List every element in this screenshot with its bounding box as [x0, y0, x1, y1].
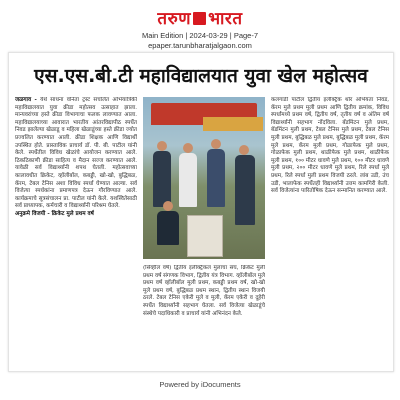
- photo-person: [153, 151, 171, 207]
- photo-person-head: [157, 141, 167, 151]
- masthead: [0, 4, 400, 50]
- powered-by-footer[interactable]: Powered by iDocuments: [159, 380, 241, 389]
- photo-person-head: [239, 145, 249, 155]
- logo-square-icon: [193, 12, 206, 25]
- photo-person-head: [163, 201, 173, 211]
- newspaper-logo[interactable]: [157, 8, 242, 30]
- photo-banner-shape: [203, 117, 263, 131]
- photo-person-head: [211, 139, 221, 149]
- photo-person: [179, 153, 197, 207]
- article-photo: [143, 97, 265, 259]
- dateline: जळगाव -: [15, 97, 37, 103]
- logo-text-a: तरुण: [157, 9, 192, 29]
- article-headline: एस.एस.बी.टी महाविद्यालयात युवा खेल महोत्सव: [34, 65, 368, 87]
- article-column-left: [15, 97, 137, 367]
- article-column-middle: [143, 265, 265, 367]
- photo-person: [235, 155, 255, 225]
- photo-torch-stand: [187, 215, 223, 257]
- photo-person-head: [183, 143, 193, 153]
- article-body-right: कलगाडी पाटील द्वितीय इलेक्ट्रिक थोर अभियंता निवड, कॅरम मुले प्रथम मुली प्रथम आणि द्वितीय क्रमांक, विविध स्पर्धांमध्ये प्रथम वर्ष, द्वितीय वर्ष, तृतीय वर्ष व अंतिम वर्ष विद्यार्थ्यांनी सहभाग नोंदविला. बॅडमिंटन मुले प्रथम, बॅडमिंटन मुली प्रथम, टेबल टेनिस मुले प्रथम, टेबल टेनिस मुली प्रथम, बुद्धिबळ मुले प्रथम, बुद्धिबळ मुली प्रथम, कॅरम मुले प्रथम, कॅरम मुली प्रथम, गोळाफेक मुले प्रथम, गोळाफेक मुली प्रथम, थाळीफेक मुले प्रथम, थाळीफेक मुली प्रथम, १०० मीटर धावणे मुले प्रथम, १०० मीटर धावणे मुली प्रथम, २०० मीटर धावणे मुले प्रथम, रिले स्पर्धा मुले प्रथम, रिले स्पर्धा मुली प्रथम विजयी ठरले. लांब उडी, उंच उडी, भालाफेक स्पर्धेतही विद्यार्थ्यांनी उत्तम कामगिरी केली. सर्व विजेत्यांना पारितोषिक देऊन सन्मानित करण्यात आले.: [271, 97, 389, 195]
- article-body-middle: (सिव्हील वर्ष) द्वितीय इलेक्ट्रिकल मुलांचा संघ, क्रिकेट मुली प्रथम वर्ष संगणक विभाग, द्वितीय यंत्र विभाग. व्हॉलीबॉल मुले प्रथम वर्ष व्हॉलीबॉल मुली प्रथम, कबड्डी प्रथम वर्ष, खो-खो मुले प्रथम वर्ष, बुद्धिबळ प्रथम स्थान, द्वितीय स्थान विजयी ठरले. टेबल टेनिस एकेरी मुले व मुली, कॅरम एकेरी व दुहेरी स्पर्धेत विद्यार्थ्यांनी सहभाग घेतला. सर्व विजेत्या खेळाडूंचे संस्थेचे पदाधिकारी व प्राचार्य यांनी अभिनंदन केले.: [143, 265, 265, 317]
- edition-line: Main Edition | 2024-03-29 | Page-7: [141, 31, 259, 40]
- results-lead: अनुक्रमे विजयी - क्रिकेट मुले प्रथम वर्ष: [15, 210, 94, 217]
- photo-person: [207, 149, 225, 207]
- logo-text-b: भारत: [208, 9, 243, 29]
- photo-person: [157, 211, 179, 245]
- epaper-url[interactable]: epaper.tarunbharatjalgaon.com: [148, 41, 252, 50]
- news-article-clipping: [8, 52, 394, 372]
- article-body-left: येथे साधना वनिता ट्रस्ट संचलित अभियांत्रिकी महाविद्यालयात युवा क्रीडा महोत्सव उत्साहात झाला. मान्यवरांच्या हस्ते क्रीडा विभागाचा फलक लावण्यात आला. महाविद्यालयाच्या आवारात भारतीय आंतरविद्यापीठ स्पर्धेत निवड झालेल्या खेळाडू व महिला खेळाडूंच्या हस्ते क्रीडा ज्योत प्रज्वलित करण्यात आली. क्रीडा शिक्षक आणि विद्यार्थी उपस्थित होते. प्रास्ताविक प्राचार्य डॉ. पी. बी. पाटील यांनी केले. स्पर्धेतील विविध खेळांचे आयोजन करण्यात आले. ठिकठिकाणी क्रीडा साहित्य व मैदान सज्ज करण्यात आले. यावेळी सर्व विद्यार्थ्यांनी शपथ घेतली. महोत्सवाच्या कालावधीत क्रिकेट, व्हॉलीबॉल, कबड्डी, खो-खो, बुद्धिबळ, कॅरम, टेबल टेनिस अशा विविध स्पर्धा घेण्यात आल्या. सर्व विजेत्या स्पर्धकांना प्रमाणपत्र देऊन गौरविण्यात आले. कार्यक्रमाचे सूत्रसंचालन प्रा. पाटील यांनी केले. यशस्वितेसाठी सर्व प्राध्यापक, कर्मचारी व विद्यार्थ्यांनी परिश्रम घेतले.: [15, 97, 137, 210]
- article-column-right: [271, 97, 389, 367]
